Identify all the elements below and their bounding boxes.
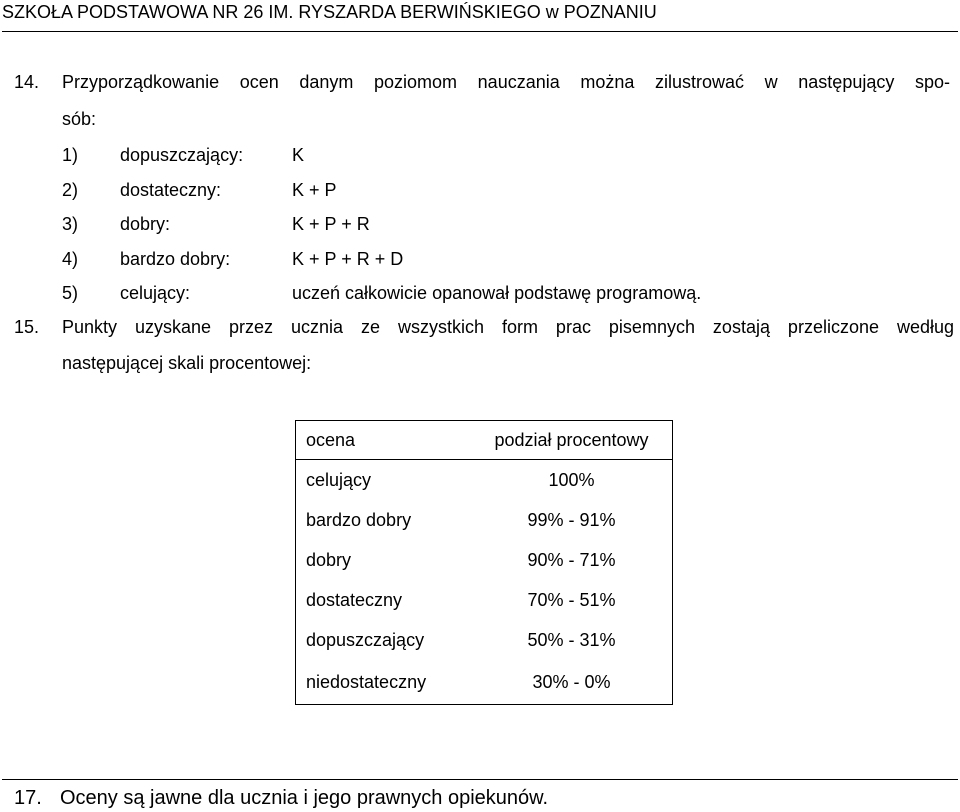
- table-cell-grade: celujący: [306, 469, 372, 490]
- table-row: [296, 660, 673, 705]
- list-item-value: uczeń całkowicie opanował podstawę programową.: [292, 283, 702, 303]
- paragraph-15-text: Punkty uzyskane przez ucznia ze wszystkich form prac pisemnych zostają przeliczone według: [62, 317, 954, 337]
- paragraph-15-number: 15.: [14, 317, 40, 337]
- table-cell-grade: dopuszczający: [306, 629, 425, 650]
- page-header: [2, 1, 958, 32]
- list-item-value: K + P: [292, 180, 337, 200]
- table-row: [296, 460, 673, 501]
- table-row: [296, 620, 673, 660]
- table-cell-grade: bardzo dobry: [306, 509, 412, 530]
- paragraph-17-text: Oceny są jawne dla ucznia i jego prawnych opiekunów.: [60, 787, 549, 809]
- table-cell-range: 30% - 0%: [471, 660, 673, 705]
- table-header-row: [296, 421, 673, 460]
- table-header-cell: ocena: [296, 421, 472, 460]
- list-item-value: K + P + R: [292, 214, 370, 234]
- grading-scale-table: [295, 420, 673, 705]
- paragraph-14-number: 14.: [14, 72, 40, 92]
- list-item-label: dobry:: [120, 214, 171, 234]
- table-cell-range: 90% - 71%: [471, 540, 673, 580]
- list-item-value: K + P + R + D: [292, 249, 404, 269]
- list-item-label: dostateczny:: [120, 180, 222, 200]
- table-cell-range: 99% - 91%: [471, 500, 673, 540]
- table-row: [296, 580, 673, 620]
- table-cell-range: 70% - 51%: [471, 580, 673, 620]
- table-row: [296, 540, 673, 580]
- list-item-number: 2): [62, 180, 79, 200]
- paragraph-14-continuation: sób:: [62, 109, 97, 129]
- paragraph-14-text: Przyporządkowanie ocen danym poziomom nauczania można zilustrować w następujący spo-: [62, 72, 950, 92]
- list-item-label: celujący:: [120, 283, 191, 303]
- table-header-cell: podział procentowy: [471, 421, 673, 460]
- list-item-number: 4): [62, 249, 79, 269]
- list-item-number: 3): [62, 214, 79, 234]
- table-cell-grade: dostateczny: [306, 589, 403, 610]
- list-item-label: dopuszczający:: [120, 145, 244, 165]
- table-cell-grade: dobry: [306, 549, 352, 570]
- list-item-label: bardzo dobry:: [120, 249, 231, 269]
- table-cell-grade: niedostateczny: [306, 671, 427, 692]
- table-row: [296, 500, 673, 540]
- page-divider: [2, 779, 958, 780]
- table-cell-range: 100%: [471, 460, 673, 501]
- list-item-number: 1): [62, 145, 79, 165]
- school-name: SZKOŁA PODSTAWOWA NR 26 IM. RYSZARDA BERWIŃSKIEGO w POZNANIU: [2, 2, 657, 22]
- list-item-value: K: [292, 145, 305, 165]
- paragraph-17-number: 17.: [14, 787, 42, 809]
- paragraph-15-continuation: następującej skali procentowej:: [62, 353, 312, 373]
- list-item-number: 5): [62, 283, 79, 303]
- table-cell-range: 50% - 31%: [471, 620, 673, 660]
